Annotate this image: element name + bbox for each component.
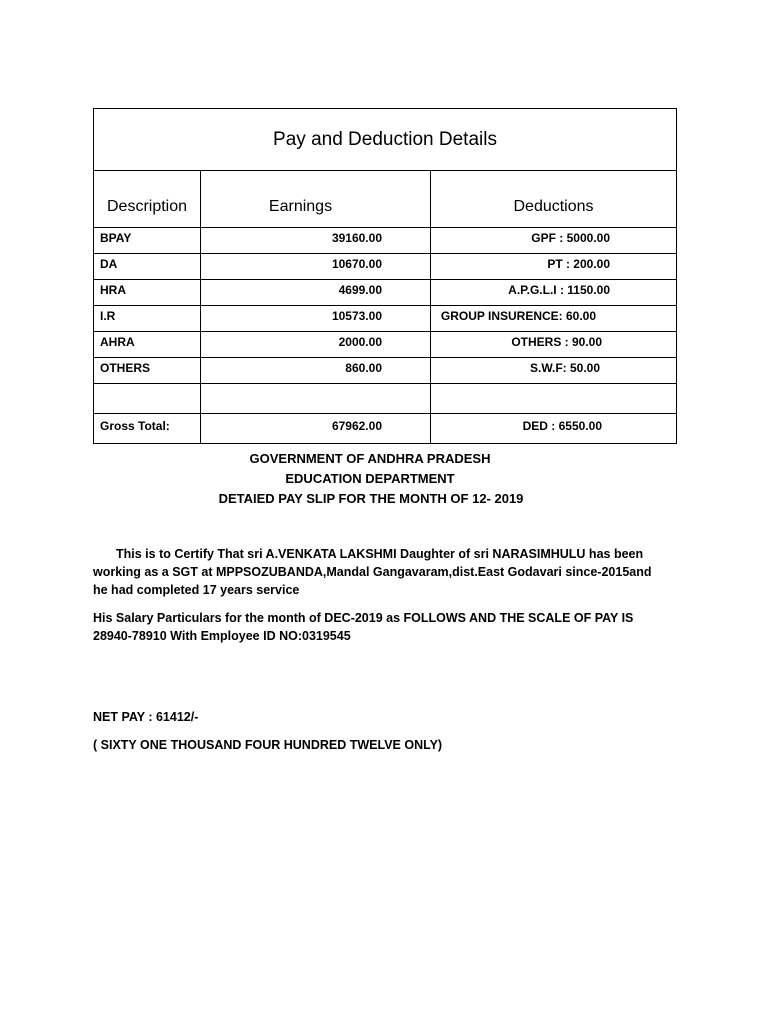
table-row bbox=[94, 254, 677, 280]
row-description: OTHERS bbox=[94, 358, 201, 384]
row-earnings: 10573.00 bbox=[201, 306, 431, 332]
column-header-earnings: Earnings bbox=[201, 171, 431, 228]
net-pay: NET PAY : 61412/- bbox=[93, 710, 199, 724]
table-row bbox=[94, 358, 677, 384]
row-deductions: GPF : 5000.00 bbox=[431, 228, 677, 254]
row-deductions: GROUP INSURENCE: 60.00 bbox=[431, 306, 677, 332]
row-description: HRA bbox=[94, 280, 201, 306]
column-header-description: Description bbox=[94, 171, 201, 228]
total-deductions: DED : 6550.00 bbox=[431, 414, 677, 444]
total-earnings: 67962.00 bbox=[201, 414, 431, 444]
government-heading: GOVERNMENT OF ANDHRA PRADESH bbox=[249, 451, 491, 466]
row-deductions: PT : 200.00 bbox=[431, 254, 677, 280]
table-row bbox=[94, 306, 677, 332]
empty-cell bbox=[201, 384, 431, 414]
row-description: AHRA bbox=[94, 332, 201, 358]
row-earnings: 2000.00 bbox=[201, 332, 431, 358]
row-description: I.R bbox=[94, 306, 201, 332]
row-earnings: 39160.00 bbox=[201, 228, 431, 254]
row-description: DA bbox=[94, 254, 201, 280]
row-earnings: 860.00 bbox=[201, 358, 431, 384]
salary-particulars-paragraph: His Salary Particulars for the month of DEC-2019 as FOLLOWS AND THE SCALE OF PAY IS 28940-78910 With Employee ID NO:0319545 bbox=[93, 611, 634, 643]
column-header-deductions: Deductions bbox=[431, 171, 677, 228]
row-description: BPAY bbox=[94, 228, 201, 254]
empty-cell bbox=[94, 384, 201, 414]
table-title: Pay and Deduction Details bbox=[94, 109, 677, 171]
table-row bbox=[94, 228, 677, 254]
department-heading: EDUCATION DEPARTMENT bbox=[285, 471, 455, 486]
pay-deduction-table bbox=[93, 108, 677, 444]
payslip-heading: DETAIED PAY SLIP FOR THE MONTH OF 12- 2019 bbox=[218, 491, 524, 506]
table-row-blank bbox=[94, 384, 677, 414]
table-row bbox=[94, 280, 677, 306]
net-pay-in-words: ( SIXTY ONE THOUSAND FOUR HUNDRED TWELVE ONLY) bbox=[93, 738, 443, 752]
row-earnings: 4699.00 bbox=[201, 280, 431, 306]
row-deductions: S.W.F: 50.00 bbox=[431, 358, 677, 384]
table-row-total bbox=[94, 414, 677, 444]
table-row bbox=[94, 332, 677, 358]
certificate-paragraph: This is to Certify That sri A.VENKATA LAKSHMI Daughter of sri NARASIMHULU has been working as a SGT at MPPSOZUBANDA,Mandal Gangavaram,dist.East Godavari since-2015and he had completed 17 years service bbox=[93, 547, 652, 597]
row-deductions: A.P.G.L.I : 1150.00 bbox=[431, 280, 677, 306]
empty-cell bbox=[431, 384, 677, 414]
row-earnings: 10670.00 bbox=[201, 254, 431, 280]
row-deductions: OTHERS : 90.00 bbox=[431, 332, 677, 358]
table-header-row bbox=[94, 171, 677, 228]
total-label: Gross Total: bbox=[94, 414, 201, 444]
